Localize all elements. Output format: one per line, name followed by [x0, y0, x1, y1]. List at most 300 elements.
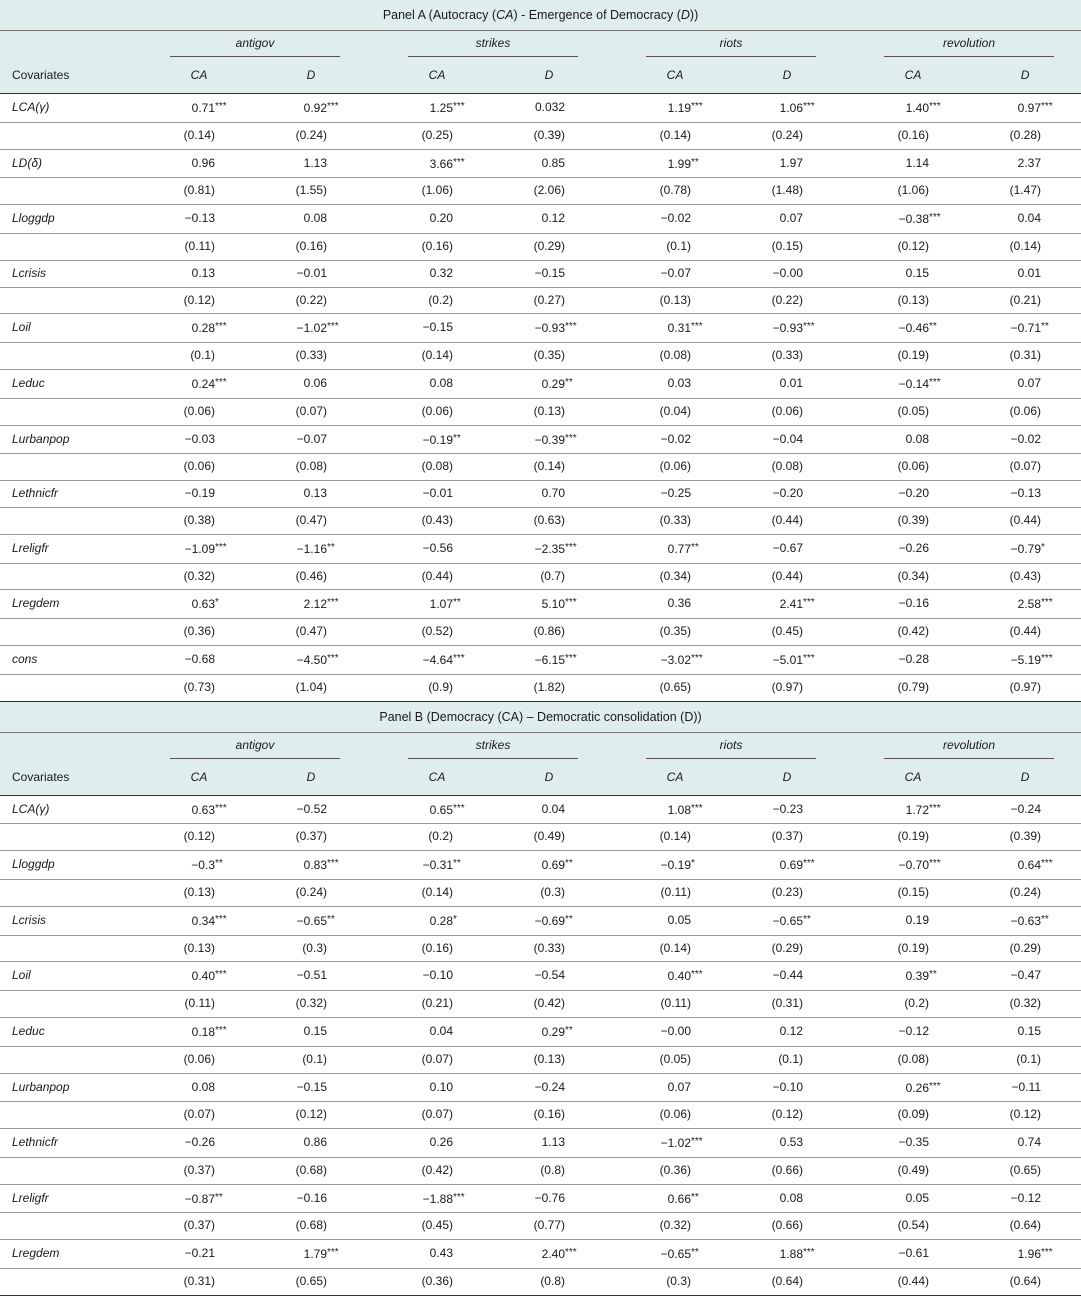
standard-error-cell: [731, 1213, 843, 1240]
significance-stars: ***: [453, 101, 465, 112]
coefficient-value: −0.69: [534, 913, 565, 928]
coefficient-cell: [381, 645, 493, 674]
significance-stars: ***: [929, 212, 941, 224]
significance-stars: ***: [929, 376, 941, 388]
coefficient-cell: [255, 314, 367, 343]
coefficient-value: 0.12: [541, 211, 565, 226]
standard-error-cell: [143, 563, 255, 590]
standard-error-cell: [255, 178, 367, 205]
coefficient-cell: [731, 205, 843, 234]
standard-error-value: (0.15): [897, 884, 929, 899]
standard-error-cell: [255, 287, 367, 314]
coefficient-cell: [381, 94, 493, 123]
coefficient-value: 0.83: [303, 858, 327, 873]
standard-error-cell: [857, 563, 969, 590]
standard-error-cell: [731, 1157, 843, 1184]
standard-error-value: (0.23): [771, 884, 803, 899]
coefficient-cell: [255, 906, 367, 935]
coefficient-cell: [731, 314, 843, 343]
coefficient-cell: [143, 1184, 255, 1213]
coefficient-value: 1.13: [303, 155, 327, 170]
coefficient-value: 2.40: [541, 1247, 565, 1262]
coefficient-cell: [493, 1129, 605, 1158]
panel-a-title-part: )): [689, 8, 699, 22]
standard-error-value: (0.16): [421, 940, 453, 955]
standard-error-cell: [619, 1213, 731, 1240]
coefficient-value: 0.10: [429, 1079, 453, 1094]
coefficient-cell: [381, 795, 493, 824]
standard-error-value: (0.22): [295, 292, 327, 307]
covariate-label: Lreligfr: [0, 534, 143, 563]
coefficient-value: 0.34: [191, 913, 215, 928]
coefficient-value: 0.96: [191, 155, 215, 170]
table-row: [0, 507, 1081, 534]
standard-error-cell: [381, 343, 493, 370]
significance-stars: **: [1041, 913, 1049, 925]
standard-error-value: (0.14): [183, 127, 215, 142]
standard-error-value: (0.36): [659, 1162, 691, 1177]
coefficient-cell: [619, 1017, 731, 1046]
coefficient-cell: [619, 645, 731, 674]
coefficient-value: 0.40: [191, 969, 215, 984]
column-header-d: D: [493, 759, 605, 796]
standard-error-value: (0.79): [897, 679, 929, 694]
coefficient-value: −0.67: [772, 540, 803, 555]
table-row: [0, 1184, 1081, 1213]
coefficient-cell: [381, 1129, 493, 1158]
standard-error-value: (0.1): [778, 1051, 803, 1066]
coefficient-cell: [381, 481, 493, 508]
coefficient-cell: [619, 205, 731, 234]
standard-error-cell: [493, 178, 605, 205]
standard-error-value: (0.11): [184, 996, 215, 1011]
standard-error-cell: [493, 454, 605, 481]
table-row: [0, 481, 1081, 508]
standard-error-cell: [381, 287, 493, 314]
significance-stars: ***: [453, 1191, 465, 1203]
significance-stars: **: [691, 156, 699, 168]
standard-error-value: (0.29): [1009, 940, 1042, 955]
coefficient-value: −0.93: [772, 321, 803, 336]
standard-error-cell: [731, 1269, 843, 1296]
coefficient-value: 0.74: [1017, 1135, 1042, 1150]
coefficient-cell: [857, 534, 969, 563]
coefficient-value: −0.47: [1010, 968, 1042, 983]
standard-error-cell: [143, 454, 255, 481]
standard-error-value: (0.32): [183, 568, 215, 583]
standard-error-value: (0.63): [533, 512, 565, 527]
standard-error-value: (0.21): [1009, 292, 1042, 307]
coefficient-cell: [255, 205, 367, 234]
standard-error-value: (0.65): [295, 1274, 327, 1289]
coefficient-cell: [381, 369, 493, 398]
standard-error-cell: [857, 991, 969, 1018]
coefficient-value: 0.26: [429, 1135, 453, 1150]
covariate-label: Leduc: [0, 369, 143, 398]
standard-error-value: (1.82): [533, 679, 565, 694]
table-row: [0, 260, 1081, 287]
standard-error-cell: [857, 233, 969, 260]
coefficient-cell: [493, 425, 605, 454]
significance-stars: **: [453, 858, 461, 870]
standard-error-cell: [969, 674, 1081, 701]
coefficient-cell: [255, 94, 367, 123]
coefficient-value: 0.20: [429, 211, 453, 226]
significance-stars: ***: [691, 101, 703, 112]
standard-error-value: (0.81): [183, 183, 215, 198]
standard-error-cell: [493, 343, 605, 370]
coefficient-value: 0.64: [1017, 858, 1042, 873]
panel-b-title: Panel B (Democracy (CA) – Democratic consolidation (D)): [0, 701, 1081, 732]
coefficient-cell: [493, 314, 605, 343]
coefficient-value: −0.03: [184, 431, 215, 446]
coefficient-cell: [731, 590, 843, 619]
coefficient-cell: [731, 962, 843, 991]
significance-stars: ***: [691, 321, 703, 333]
standard-error-value: (0.14): [421, 348, 453, 363]
coefficient-cell: [493, 1017, 605, 1046]
table-row: [0, 149, 1081, 178]
standard-error-cell: [969, 935, 1081, 962]
standard-error-cell: [619, 1046, 731, 1073]
standard-error-value: (0.42): [897, 624, 929, 639]
standard-error-value: (0.45): [421, 1218, 453, 1233]
table-row: [0, 425, 1081, 454]
standard-error-value: (0.14): [533, 459, 565, 474]
significance-stars: ***: [327, 858, 339, 870]
coefficient-cell: [143, 481, 255, 508]
table-row: [0, 314, 1081, 343]
standard-error-cell: [857, 178, 969, 205]
significance-stars: ***: [327, 652, 339, 664]
coefficient-value: 1.14: [905, 155, 929, 170]
standard-error-cell: [619, 343, 731, 370]
coefficient-value: −0.16: [898, 596, 929, 611]
standard-error-value: (0.27): [533, 292, 565, 307]
coefficient-value: 0.04: [429, 1023, 453, 1038]
standard-error-value: (0.12): [183, 829, 215, 844]
coefficient-cell: [969, 205, 1081, 234]
coefficient-value: 0.69: [779, 858, 803, 873]
coefficient-value: −0.13: [184, 211, 215, 226]
significance-stars: ***: [803, 101, 815, 112]
coefficient-value: −0.68: [184, 651, 215, 666]
coefficient-cell: [493, 481, 605, 508]
coefficient-value: −2.35: [534, 541, 565, 556]
coefficient-value: −0.51: [296, 968, 327, 983]
coefficient-cell: [255, 1184, 367, 1213]
standard-error-value: (1.48): [771, 183, 803, 198]
coefficient-value: 1.79: [303, 1247, 327, 1262]
standard-error-value: (0.36): [421, 1274, 453, 1289]
standard-error-value: (0.06): [659, 1107, 691, 1122]
table-row: [0, 233, 1081, 260]
coefficient-cell: [381, 1073, 493, 1102]
dep-var-header: revolution: [857, 31, 1081, 58]
significance-stars: ***: [215, 802, 227, 814]
coefficient-cell: [969, 94, 1081, 123]
standard-error-value: (0.64): [771, 1274, 803, 1289]
standard-error-cell: [143, 619, 255, 646]
standard-error-value: (0.38): [183, 512, 215, 527]
significance-stars: *: [691, 858, 695, 870]
significance-stars: **: [691, 1247, 699, 1259]
standard-error-value: (0.24): [295, 127, 327, 142]
coefficient-value: −4.50: [296, 652, 327, 667]
significance-stars: ***: [803, 1247, 815, 1259]
column-header-ca: CA: [619, 759, 731, 796]
coefficient-value: −5.19: [1010, 652, 1042, 667]
coefficient-value: 0.28: [429, 913, 453, 928]
coefficient-value: −1.02: [660, 1136, 691, 1151]
coefficient-cell: [255, 425, 367, 454]
standard-error-cell: [143, 1046, 255, 1073]
coefficient-cell: [969, 962, 1081, 991]
coefficient-value: 0.26: [905, 1080, 929, 1095]
coefficient-value: 0.15: [303, 1023, 327, 1038]
standard-error-cell: [143, 343, 255, 370]
standard-error-cell: [619, 935, 731, 962]
coefficient-value: −0.19: [660, 858, 691, 873]
standard-error-cell: [969, 1046, 1081, 1073]
table-row: [0, 824, 1081, 851]
coefficient-value: −0.52: [296, 801, 327, 816]
covariate-label: Lregdem: [0, 590, 143, 619]
column-header-ca: CA: [143, 57, 255, 94]
coefficient-value: −0.54: [534, 968, 565, 983]
coefficient-cell: [969, 1017, 1081, 1046]
significance-stars: ***: [691, 652, 703, 664]
table-row: [0, 1157, 1081, 1184]
table-row: [0, 1213, 1081, 1240]
standard-error-cell: [255, 991, 367, 1018]
standard-error-value: (0.06): [1009, 403, 1042, 418]
table-row: [0, 534, 1081, 563]
standard-error-cell: [969, 824, 1081, 851]
significance-stars: ***: [929, 858, 941, 870]
coefficient-cell: [619, 795, 731, 824]
significance-stars: ***: [1041, 1247, 1053, 1259]
standard-error-cell: [381, 1269, 493, 1296]
significance-stars: ***: [691, 969, 703, 981]
standard-error-cell: [143, 507, 255, 534]
standard-error-value: (0.12): [771, 1107, 803, 1122]
column-header-d: D: [969, 57, 1081, 94]
coefficient-cell: [493, 205, 605, 234]
coefficient-value: 1.96: [1017, 1247, 1042, 1262]
coefficient-cell: [143, 645, 255, 674]
significance-stars: ***: [803, 321, 815, 333]
standard-error-cell: [857, 1102, 969, 1129]
standard-error-cell: [731, 619, 843, 646]
standard-error-value: (0.08): [897, 1051, 929, 1066]
coefficient-cell: [731, 1073, 843, 1102]
standard-error-cell: [969, 1157, 1081, 1184]
significance-stars: ***: [565, 597, 577, 609]
standard-error-value: (0.66): [771, 1218, 803, 1233]
coefficient-value: −4.64: [422, 652, 453, 667]
standard-error-cell: [255, 619, 367, 646]
standard-error-value: (0.37): [295, 829, 327, 844]
standard-error-cell: [255, 233, 367, 260]
standard-error-value: (0.14): [421, 884, 453, 899]
standard-error-cell: [619, 824, 731, 851]
standard-error-cell: [381, 991, 493, 1018]
coefficient-value: −1.02: [296, 321, 327, 336]
coefficient-cell: [493, 94, 605, 123]
coefficient-cell: [731, 94, 843, 123]
coefficient-value: 0.08: [905, 431, 929, 446]
coefficient-cell: [143, 369, 255, 398]
coefficient-value: −0.35: [898, 1135, 929, 1150]
significance-stars: **: [929, 321, 937, 333]
coefficient-value: −0.15: [534, 265, 565, 280]
coefficient-cell: [731, 1240, 843, 1269]
coefficient-cell: [381, 205, 493, 234]
standard-error-cell: [255, 1213, 367, 1240]
standard-error-value: (0.06): [183, 403, 215, 418]
coefficient-cell: [381, 962, 493, 991]
standard-error-cell: [255, 935, 367, 962]
standard-error-cell: [493, 1102, 605, 1129]
coefficient-value: 0.12: [779, 1023, 803, 1038]
standard-error-value: (0.97): [771, 679, 803, 694]
standard-error-cell: [857, 879, 969, 906]
coefficient-cell: [857, 149, 969, 178]
standard-error-cell: [969, 398, 1081, 425]
standard-error-cell: [857, 122, 969, 149]
standard-error-value: (0.3): [540, 884, 565, 899]
coefficient-cell: [143, 590, 255, 619]
standard-error-cell: [143, 935, 255, 962]
coefficient-cell: [731, 906, 843, 935]
coefficient-cell: [381, 1240, 493, 1269]
covariate-label: LD(δ): [0, 149, 143, 178]
standard-error-cell: [255, 824, 367, 851]
coefficient-value: 0.19: [905, 912, 929, 927]
standard-error-cell: [731, 343, 843, 370]
standard-error-value: (0.07): [183, 1107, 215, 1122]
coefficient-cell: [493, 906, 605, 935]
coefficient-cell: [857, 369, 969, 398]
standard-error-cell: [143, 122, 255, 149]
standard-error-value: (0.36): [183, 624, 215, 639]
coefficient-value: −0.23: [772, 801, 803, 816]
standard-error-cell: [381, 122, 493, 149]
standard-error-cell: [731, 233, 843, 260]
coefficient-cell: [731, 260, 843, 287]
standard-error-value: (0.1): [302, 1051, 327, 1066]
significance-stars: ***: [929, 802, 941, 814]
coefficient-cell: [255, 1017, 367, 1046]
significance-stars: ***: [215, 376, 227, 388]
coefficient-value: 0.63: [191, 597, 215, 612]
standard-error-cell: [493, 233, 605, 260]
standard-error-value: (2.06): [533, 183, 565, 198]
standard-error-cell: [255, 454, 367, 481]
coefficient-cell: [143, 94, 255, 123]
significance-stars: ***: [1041, 652, 1053, 664]
covariates-header: Covariates: [0, 759, 143, 796]
coefficient-cell: [143, 1073, 255, 1102]
coefficient-value: 0.24: [191, 376, 215, 391]
standard-error-value: (0.47): [295, 624, 327, 639]
significance-stars: ***: [215, 101, 227, 112]
standard-error-cell: [857, 935, 969, 962]
coefficient-value: 5.10: [541, 597, 565, 612]
significance-stars: *: [453, 913, 457, 925]
standard-error-cell: [969, 619, 1081, 646]
standard-error-value: (0.47): [295, 512, 327, 527]
standard-error-value: (0.54): [897, 1218, 929, 1233]
coefficient-value: 0.29: [541, 1024, 565, 1039]
standard-error-cell: [731, 178, 843, 205]
standard-error-value: (0.13): [183, 940, 215, 955]
coefficient-value: −0.07: [660, 265, 691, 280]
significance-stars: ***: [327, 597, 339, 609]
standard-error-value: (0.44): [1009, 624, 1042, 639]
standard-error-cell: [969, 178, 1081, 205]
standard-error-cell: [619, 287, 731, 314]
column-header-ca: CA: [381, 57, 493, 94]
coefficient-value: −0.01: [422, 486, 453, 501]
coefficient-value: 0.01: [1017, 265, 1042, 280]
standard-error-value: (0.46): [295, 568, 327, 583]
standard-error-value: (0.44): [1009, 512, 1042, 527]
coefficient-cell: [731, 795, 843, 824]
significance-stars: ***: [565, 652, 577, 664]
coefficient-cell: [857, 314, 969, 343]
coefficient-value: −0.15: [422, 320, 453, 335]
covariate-label: Lurbanpop: [0, 425, 143, 454]
dep-var-header: revolution: [857, 732, 1081, 759]
standard-error-value: (0.64): [1009, 1218, 1042, 1233]
standard-error-cell: [255, 1046, 367, 1073]
coefficient-value: −0.15: [296, 1079, 327, 1094]
standard-error-cell: [255, 563, 367, 590]
covariate-label: Lcrisis: [0, 906, 143, 935]
coefficient-cell: [493, 369, 605, 398]
standard-error-cell: [969, 1269, 1081, 1296]
coefficient-value: −0.39: [534, 432, 565, 447]
standard-error-cell: [143, 1102, 255, 1129]
standard-error-value: (0.78): [659, 183, 691, 198]
significance-stars: ***: [327, 321, 339, 333]
standard-error-cell: [731, 398, 843, 425]
coefficient-value: 0.13: [191, 265, 215, 280]
coefficient-cell: [857, 94, 969, 123]
column-header-d: D: [255, 759, 367, 796]
coefficient-cell: [493, 962, 605, 991]
panel-a-title-part: Panel A (Autocracy (: [382, 8, 497, 22]
coefficient-cell: [255, 481, 367, 508]
coefficient-value: 1.97: [779, 155, 803, 170]
standard-error-value: (0.08): [659, 348, 691, 363]
coefficient-cell: [619, 314, 731, 343]
coefficient-cell: [255, 962, 367, 991]
standard-error-cell: [381, 619, 493, 646]
standard-error-value: (0.06): [771, 403, 803, 418]
coefficient-value: 0.36: [667, 596, 691, 611]
standard-error-cell: [969, 287, 1081, 314]
standard-error-cell: [731, 287, 843, 314]
coefficient-cell: [143, 1240, 255, 1269]
standard-error-value: (0.13): [183, 884, 215, 899]
standard-error-value: (0.05): [659, 1051, 691, 1066]
coefficient-cell: [619, 534, 731, 563]
standard-error-value: (0.52): [421, 624, 453, 639]
standard-error-value: (0.14): [659, 940, 691, 955]
